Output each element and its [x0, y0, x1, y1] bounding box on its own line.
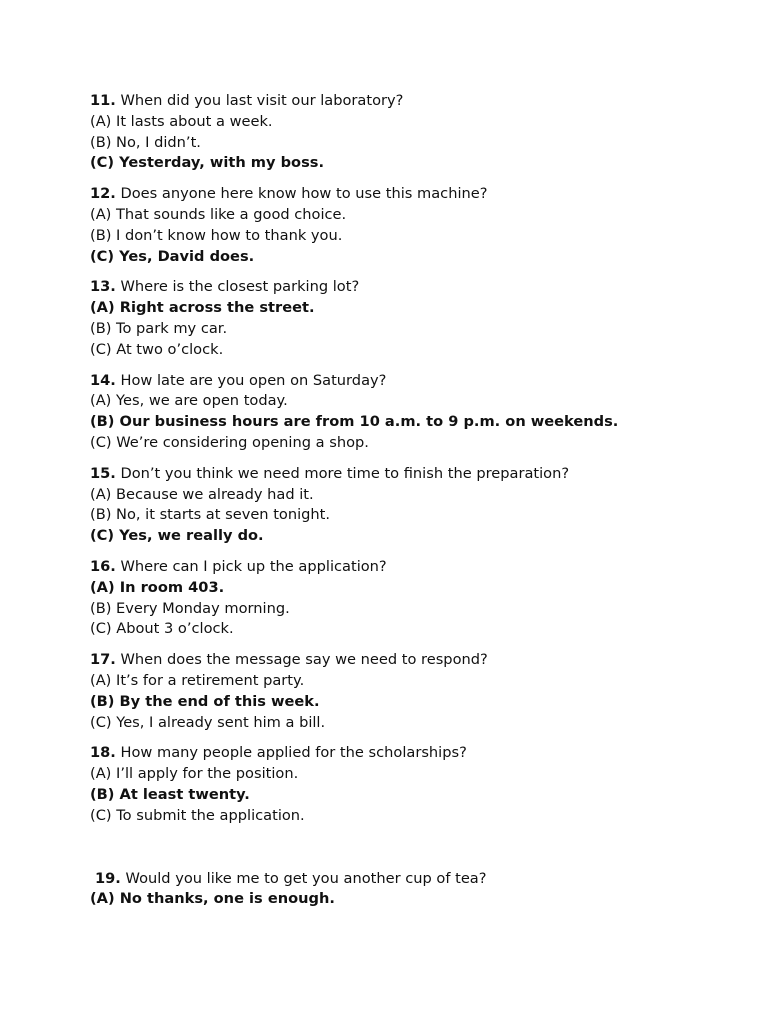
answer-option: (B) No, I didn’t. — [90, 133, 201, 151]
question-number: 18. — [90, 744, 116, 762]
question-number: 19. — [95, 869, 121, 887]
question-number: 11. — [90, 92, 116, 109]
question-number: 13. — [90, 278, 116, 296]
correct-answer-option: (C) Yes, we really do. — [90, 527, 264, 545]
answer-option: (C) About 3 o’clock. — [90, 620, 234, 638]
question-11 — [90, 91, 730, 174]
question-text: Don’t you think we need more time to finish the preparation? — [120, 464, 570, 482]
answer-option: (C) At two o’clock. — [90, 340, 224, 358]
question-line — [90, 371, 730, 392]
question-text: When did you last visit our laboratory? — [120, 92, 404, 109]
answer-option: (C) Yes, I already sent him a bill. — [90, 713, 326, 731]
correct-answer-option: (A) Right across the street. — [90, 299, 315, 317]
question-18 — [90, 743, 730, 826]
question-line — [90, 184, 730, 205]
answer-option: (C) To submit the application. — [90, 806, 305, 824]
correct-answer-option: (C) Yesterday, with my boss. — [90, 154, 324, 172]
question-text: Where is the closest parking lot? — [120, 278, 360, 296]
answer-option: (C) We’re considering opening a shop. — [90, 433, 369, 451]
document-page — [90, 91, 730, 920]
question-17 — [90, 650, 730, 733]
question-text: How many people applied for the scholarships? — [120, 744, 467, 762]
question-line — [90, 277, 730, 298]
answer-option: (B) I don’t know how to thank you. — [90, 226, 343, 244]
question-line — [90, 650, 730, 671]
answer-option: (A) Because we already had it. — [90, 485, 314, 503]
correct-answer-option: (C) Yes, David does. — [90, 247, 255, 265]
answer-option: (A) I’ll apply for the position. — [90, 765, 299, 783]
answer-option: (A) That sounds like a good choice. — [90, 205, 347, 223]
question-text: Would you like me to get you another cup of tea? — [125, 869, 487, 887]
question-number: 15. — [90, 464, 116, 482]
question-16 — [90, 557, 730, 640]
question-line — [90, 464, 730, 485]
question-line — [90, 869, 730, 890]
question-14 — [90, 371, 730, 454]
answer-option: (A) Yes, we are open today. — [90, 392, 288, 410]
answer-option: (A) It’s for a retirement party. — [90, 671, 305, 689]
question-19 — [90, 869, 730, 911]
answer-option: (B) Every Monday morning. — [90, 599, 290, 617]
question-number: 12. — [90, 185, 116, 203]
answer-option: (A) It lasts about a week. — [90, 112, 273, 130]
question-line — [90, 91, 730, 112]
question-12 — [90, 184, 730, 267]
question-13 — [90, 277, 730, 360]
correct-answer-option: (A) In room 403. — [90, 578, 225, 596]
correct-answer-option: (B) At least twenty. — [90, 785, 250, 803]
question-text: Where can I pick up the application? — [120, 557, 387, 575]
answer-option: (B) To park my car. — [90, 319, 228, 337]
correct-answer-option: (B) Our business hours are from 10 a.m. to 9 p.m. on weekends. — [90, 413, 619, 431]
question-line — [90, 743, 730, 764]
question-number: 14. — [90, 371, 116, 389]
question-line — [90, 557, 730, 578]
question-text: When does the message say we need to respond? — [120, 651, 488, 669]
question-text: How late are you open on Saturday? — [120, 371, 387, 389]
question-15 — [90, 464, 730, 547]
correct-answer-option: (B) By the end of this week. — [90, 692, 320, 710]
correct-answer-option: (A) No thanks, one is enough. — [90, 890, 335, 908]
question-number: 17. — [90, 651, 116, 669]
answer-option: (B) No, it starts at seven tonight. — [90, 506, 331, 524]
question-text: Does anyone here know how to use this machine? — [120, 185, 488, 203]
question-number: 16. — [90, 557, 116, 575]
